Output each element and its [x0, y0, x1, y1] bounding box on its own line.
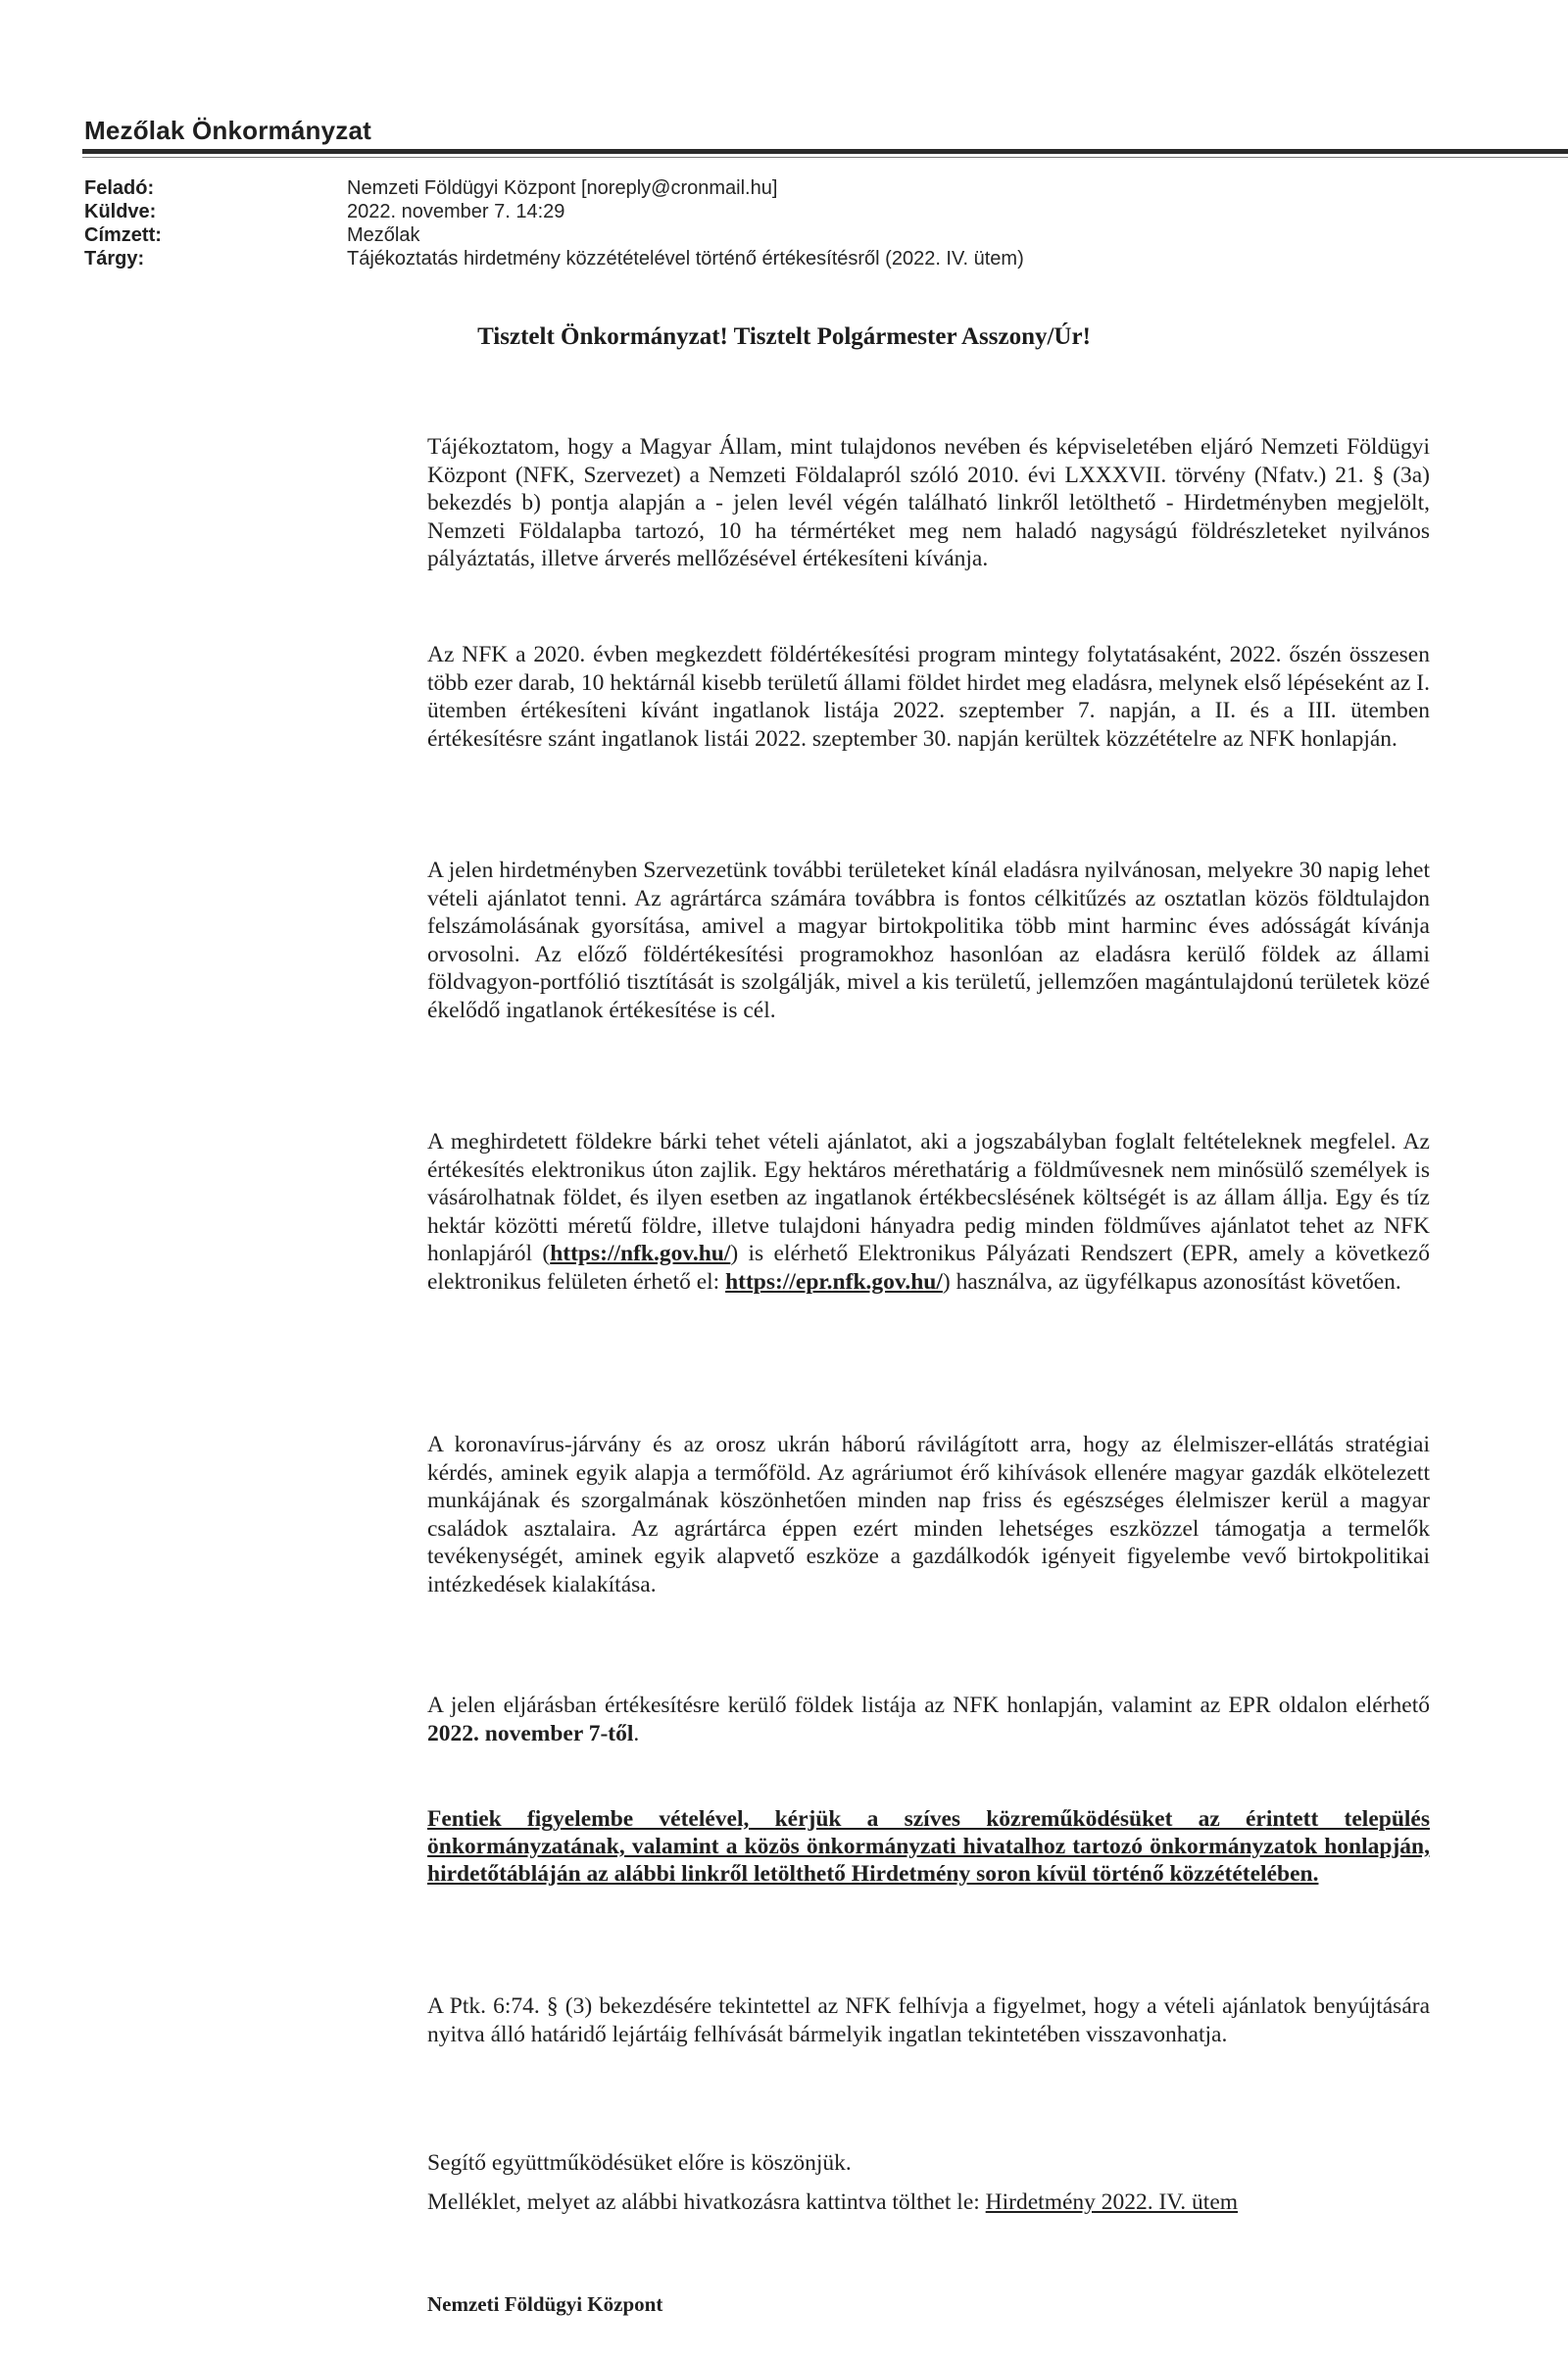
paragraph-attachment: [427, 2188, 1430, 2217]
paragraph-text: Fentiek figyelembe vételével, kérjük a szíves közreműködésüket az érintett település önkormányzatának, valamint a közös önkormányzati hivatalhoz tartozó önkormányzatok honlapján, hirdetőtábláján az alábbi linkről letölthető Hirdetmény soron kívül történő közzétételében.: [427, 1806, 1430, 1887]
paragraph-text: [427, 1692, 1430, 1747]
meta-row-subject: [84, 247, 1024, 270]
text-segment: .: [633, 1720, 640, 1746]
paragraph-text: A jelen hirdetményben Szervezetünk további területeket kínál eladásra nyilvánosan, melyekre 30 napig lehet vételi ajánlatot tenni. Az agrártárca számára továbbra is fontos célkitűzés az osztatlan közös földtulajdon felszámolásának gyorsítása, amivel a magyar birtokpolitika több mint harminc éves adósságát kívánja orvosolni. Az előző földértékesítési programokhoz hasonlóan az eladásra kerülő földek az állami földvagyon-portfólió tisztítását is szolgálják, mivel a kis területű, jellemzően magántulajdonú területek közé ékelődő ingatlanok értékesítése is cél.: [427, 858, 1430, 1023]
text-segment: A jelen eljárásban értékesítésre kerülő földek listája az NFK honlapján, valamint az EPR oldalon elérhető: [427, 1693, 1430, 1718]
org-title: Mezőlak Önkormányzat: [84, 116, 371, 145]
email-meta: [84, 176, 1024, 270]
paragraph-request: [427, 1805, 1430, 1888]
meta-label: Tárgy:: [84, 248, 145, 270]
header-rule: [82, 149, 1568, 154]
text-segment: ) használva, az ügyfélkapus azonosítást követően.: [942, 1268, 1401, 1295]
paragraph-text: [427, 1128, 1430, 1297]
meta-value: Nemzeti Földügyi Központ [noreply@cronmail.hu]: [347, 177, 778, 199]
meta-label: Címzett:: [84, 224, 162, 246]
paragraph-text: A koronavírus-járvány és az orosz ukrán háború rávilágított arra, hogy az élelmiszer-ellátás stratégiai kérdés, aminek egyik alapja a termőföld. Az agráriumot érő kihívások ellenére magyar gazdák elkötelezett munkájának és szorgalmának köszönhetően minden nap friss és egészséges élelmiszer kerül a magyar családok asztalaira. Az agrártárca éppen ezért minden lehetséges eszközzel támogatja a termelők tevékenységét, aminek egyik alapvető eszköze a gazdálkodók igényeit figyelembe vevő birtokpolitikai intézkedések kialakítása.: [427, 1432, 1430, 1597]
meta-value: 2022. november 7. 14:29: [347, 201, 565, 222]
paragraph-program: [427, 641, 1430, 753]
text-segment: Melléklet, melyet az alábbi hivatkozásra kattintva tölthet le:: [427, 2189, 986, 2215]
paragraph-offer: [427, 857, 1430, 1025]
paragraph-availability: [427, 1692, 1430, 1747]
paragraph-text: Tájékoztatom, hogy a Magyar Állam, mint tulajdonos nevében és képviseletében eljáró Nemzeti Földügyi Központ (NFK, Szervezet) a Nemzeti Földalapról szóló 2010. évi LXXXVII. törvény (Nfatv.) 21. § (3a) bekezdés b) pontja alapján a - jelen levél végén található linkről letölthető - Hirdetményben megjelölt, Nemzeti Földalapba tartozó, 10 ha térmértéket meg nem haladó nagyságú földrészleteket nyilvános pályáztatás, illetve árverés mellőzésével értékesíteni kívánja.: [427, 434, 1430, 572]
availability-date: 2022. november 7-től: [427, 1720, 634, 1746]
paragraph-legal-notice: [427, 1992, 1430, 2048]
text-segment: A meghirdetett földekre bárki tehet vételi ajánlatot, aki a jogszabályban foglalt feltételeknek megfelel. Az értékesítés elektronikus úton zajlik. Egy hektáros mérethatárig a földművesnek nem minősülő személyek is vásárolhatnak földet, és ilyen esetben az ingatlanok értékbecslésének költségét is az állam állja. Egy és tíz hektár közötti méretű földre, illetve tulajdoni hányadra pedig minden földműves ajánlatot tehet az NFK honlapjáról (: [427, 1129, 1430, 1267]
paragraph-text: [427, 2188, 1430, 2217]
signature: Nemzeti Földügyi Központ: [427, 2292, 663, 2316]
header-rule-thin: [82, 157, 1568, 158]
meta-label: Feladó:: [84, 177, 155, 199]
paragraph-thanks: [427, 2149, 1430, 2178]
meta-value: Tájékoztatás hirdetmény közzétételével történő értékesítésről (2022. IV. ütem): [347, 248, 1024, 270]
text-segment: ) is elérhető Elektronikus Pályázati Rendszert (EPR, amely a következő elektronikus felületen érhető el:: [427, 1241, 1430, 1295]
paragraph-food-security: [427, 1431, 1430, 1599]
paragraph-text: Segítő együttműködésüket előre is köszönjük.: [427, 2150, 852, 2176]
meta-row-sent: [84, 200, 1024, 223]
meta-label: Küldve:: [84, 201, 157, 222]
meta-row-sender: [84, 176, 1024, 200]
paragraph-text: A Ptk. 6:74. § (3) bekezdésére tekintettel az NFK felhívja a figyelmet, hogy a vételi ajánlatok benyújtására nyitva álló határidő lejártáig felhívását bármelyik ingatlan tekintetében visszavonhatja.: [427, 1993, 1430, 2047]
paragraph-intro: [427, 433, 1430, 573]
salutation: Tisztelt Önkormányzat! Tisztelt Polgármester Asszony/Úr!: [477, 323, 1091, 350]
paragraph-bidding: [427, 1128, 1430, 1297]
nfk-website-link[interactable]: https://nfk.gov.hu/: [550, 1241, 731, 1267]
paragraph-text: Az NFK a 2020. évben megkezdett földértékesítési program mintegy folytatásaként, 2022. őszén összesen több ezer darab, 10 hektárnál kisebb területű állami földet hirdet meg eladásra, melynek első lépéseként az I. ütemben értékesíteni kívánt ingatlanok listája 2022. szeptember 7. napján, a II. és a III. ütemben értékesítésre szánt ingatlanok listái 2022. szeptember 30. napján kerültek közzétételre az NFK honlapján.: [427, 642, 1430, 752]
attachment-link[interactable]: Hirdetmény 2022. IV. ütem: [985, 2189, 1239, 2215]
meta-row-recipient: [84, 223, 1024, 247]
epr-website-link[interactable]: https://epr.nfk.gov.hu/: [725, 1268, 943, 1295]
meta-value: Mezőlak: [347, 224, 420, 246]
